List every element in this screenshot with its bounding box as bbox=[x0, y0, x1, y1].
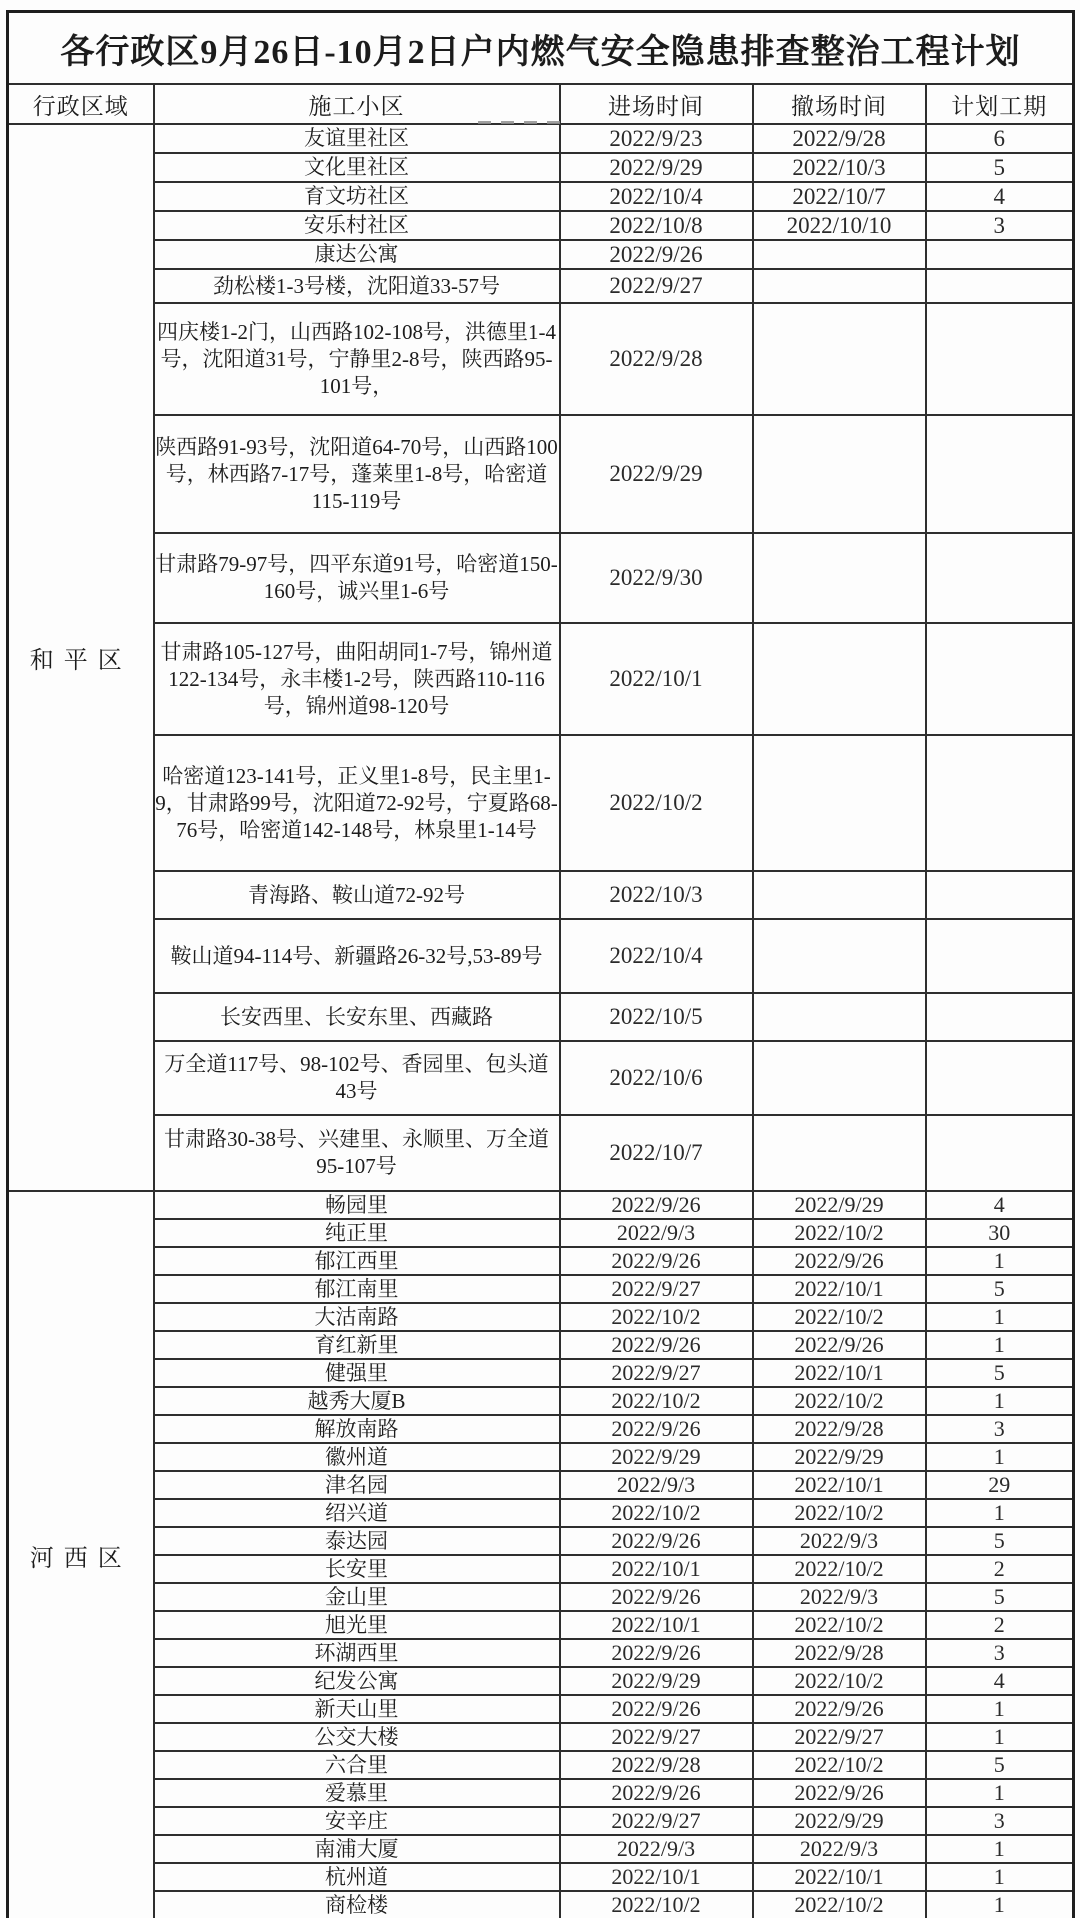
entry-date-cell: 2022/10/8 bbox=[560, 211, 753, 240]
community-cell: 环湖西里 bbox=[154, 1639, 560, 1667]
community-cell: 津名园 bbox=[154, 1471, 560, 1499]
entry-date-cell: 2022/9/29 bbox=[560, 153, 753, 182]
table-row bbox=[8, 1359, 1074, 1387]
community-cell: 公交大楼 bbox=[154, 1723, 560, 1751]
table-row bbox=[8, 1041, 1074, 1115]
table-row bbox=[8, 1779, 1074, 1807]
community-cell: 郁江西里 bbox=[154, 1247, 560, 1275]
community-cell: 鞍山道94-114号、新疆路26-32号,53-89号 bbox=[154, 919, 560, 993]
table-row bbox=[8, 269, 1074, 303]
exit-date-cell: 2022/10/1 bbox=[753, 1863, 926, 1891]
exit-date-cell bbox=[753, 871, 926, 919]
community-cell: 甘肃路105-127号，曲阳胡同1-7号，锦州道122-134号，永丰楼1-2号，陕西路110-116号，锦州道98-120号 bbox=[154, 623, 560, 735]
exit-date-cell bbox=[753, 533, 926, 623]
community-cell: 育红新里 bbox=[154, 1331, 560, 1359]
duration-cell bbox=[926, 993, 1074, 1041]
duration-cell bbox=[926, 919, 1074, 993]
entry-date-cell: 2022/9/27 bbox=[560, 1723, 753, 1751]
exit-date-cell: 2022/9/29 bbox=[753, 1443, 926, 1471]
exit-date-cell: 2022/10/2 bbox=[753, 1499, 926, 1527]
entry-date-cell: 2022/10/7 bbox=[560, 1115, 753, 1191]
entry-date-cell: 2022/9/26 bbox=[560, 1527, 753, 1555]
entry-date-cell: 2022/10/2 bbox=[560, 735, 753, 871]
community-cell: 越秀大厦B bbox=[154, 1387, 560, 1415]
duration-cell: 6 bbox=[926, 124, 1074, 153]
entry-date-cell: 2022/9/26 bbox=[560, 1695, 753, 1723]
community-cell: 安乐村社区 bbox=[154, 211, 560, 240]
duration-cell bbox=[926, 240, 1074, 269]
exit-date-cell: 2022/10/2 bbox=[753, 1387, 926, 1415]
duration-cell: 4 bbox=[926, 1191, 1074, 1219]
exit-date-cell: 2022/10/2 bbox=[753, 1611, 926, 1639]
table-row bbox=[8, 1835, 1074, 1863]
community-cell: 杭州道 bbox=[154, 1863, 560, 1891]
duration-cell: 1 bbox=[926, 1303, 1074, 1331]
entry-date-cell: 2022/9/27 bbox=[560, 1275, 753, 1303]
table-row bbox=[8, 1191, 1074, 1219]
exit-date-cell: 2022/10/1 bbox=[753, 1359, 926, 1387]
entry-date-cell: 2022/10/2 bbox=[560, 1499, 753, 1527]
exit-date-cell bbox=[753, 735, 926, 871]
duration-cell: 3 bbox=[926, 1415, 1074, 1443]
entry-date-cell: 2022/10/2 bbox=[560, 1387, 753, 1415]
community-cell: 郁江南里 bbox=[154, 1275, 560, 1303]
table-row bbox=[8, 1555, 1074, 1583]
duration-cell: 5 bbox=[926, 1359, 1074, 1387]
duration-cell: 5 bbox=[926, 153, 1074, 182]
column-header-community: 施工小区 bbox=[154, 84, 560, 124]
exit-date-cell: 2022/10/1 bbox=[753, 1471, 926, 1499]
table-head bbox=[8, 12, 1074, 125]
community-cell: 畅园里 bbox=[154, 1191, 560, 1219]
community-cell: 甘肃路30-38号、兴建里、永顺里、万全道95-107号 bbox=[154, 1115, 560, 1191]
table-row bbox=[8, 240, 1074, 269]
exit-date-cell: 2022/10/2 bbox=[753, 1303, 926, 1331]
community-cell: 文化里社区 bbox=[154, 153, 560, 182]
duration-cell: 29 bbox=[926, 1471, 1074, 1499]
exit-date-cell bbox=[753, 415, 926, 533]
exit-date-cell bbox=[753, 993, 926, 1041]
duration-cell: 5 bbox=[926, 1583, 1074, 1611]
entry-date-cell: 2022/10/3 bbox=[560, 871, 753, 919]
table-row bbox=[8, 871, 1074, 919]
community-cell: 南浦大厦 bbox=[154, 1835, 560, 1863]
entry-date-cell: 2022/9/29 bbox=[560, 415, 753, 533]
community-cell: 纪发公寓 bbox=[154, 1667, 560, 1695]
exit-date-cell bbox=[753, 623, 926, 735]
duration-cell: 1 bbox=[926, 1247, 1074, 1275]
table-row bbox=[8, 1667, 1074, 1695]
community-cell: 万全道117号、98-102号、香园里、包头道43号 bbox=[154, 1041, 560, 1115]
exit-date-cell: 2022/9/3 bbox=[753, 1527, 926, 1555]
community-cell: 金山里 bbox=[154, 1583, 560, 1611]
exit-date-cell: 2022/9/26 bbox=[753, 1695, 926, 1723]
duration-cell: 1 bbox=[926, 1835, 1074, 1863]
entry-date-cell: 2022/10/1 bbox=[560, 623, 753, 735]
entry-date-cell: 2022/9/27 bbox=[560, 1359, 753, 1387]
duration-cell: 5 bbox=[926, 1275, 1074, 1303]
entry-date-cell: 2022/9/26 bbox=[560, 1583, 753, 1611]
community-cell: 新天山里 bbox=[154, 1695, 560, 1723]
community-cell: 安辛庄 bbox=[154, 1807, 560, 1835]
table-row bbox=[8, 623, 1074, 735]
entry-date-cell: 2022/10/4 bbox=[560, 182, 753, 211]
community-cell: 绍兴道 bbox=[154, 1499, 560, 1527]
header-row bbox=[8, 84, 1074, 124]
exit-date-cell: 2022/10/2 bbox=[753, 1891, 926, 1918]
exit-date-cell bbox=[753, 1041, 926, 1115]
entry-date-cell: 2022/9/26 bbox=[560, 1191, 753, 1219]
table-row bbox=[8, 1639, 1074, 1667]
table-row bbox=[8, 1303, 1074, 1331]
exit-date-cell: 2022/9/29 bbox=[753, 1807, 926, 1835]
duration-cell bbox=[926, 269, 1074, 303]
exit-date-cell: 2022/10/7 bbox=[753, 182, 926, 211]
duration-cell: 4 bbox=[926, 1667, 1074, 1695]
table-row bbox=[8, 1695, 1074, 1723]
entry-date-cell: 2022/9/23 bbox=[560, 124, 753, 153]
entry-date-cell: 2022/9/26 bbox=[560, 1779, 753, 1807]
duration-cell: 1 bbox=[926, 1863, 1074, 1891]
table-row bbox=[8, 1499, 1074, 1527]
entry-date-cell: 2022/9/26 bbox=[560, 240, 753, 269]
exit-date-cell: 2022/9/3 bbox=[753, 1835, 926, 1863]
exit-date-cell: 2022/9/26 bbox=[753, 1779, 926, 1807]
community-cell: 青海路、鞍山道72-92号 bbox=[154, 871, 560, 919]
table-row bbox=[8, 1723, 1074, 1751]
table-row bbox=[8, 1443, 1074, 1471]
community-cell: 旭光里 bbox=[154, 1611, 560, 1639]
entry-date-cell: 2022/9/28 bbox=[560, 1751, 753, 1779]
entry-date-cell: 2022/10/4 bbox=[560, 919, 753, 993]
exit-date-cell: 2022/10/3 bbox=[753, 153, 926, 182]
exit-date-cell bbox=[753, 919, 926, 993]
duration-cell: 3 bbox=[926, 211, 1074, 240]
duration-cell: 1 bbox=[926, 1387, 1074, 1415]
entry-date-cell: 2022/10/1 bbox=[560, 1555, 753, 1583]
duration-cell bbox=[926, 623, 1074, 735]
table-row bbox=[8, 993, 1074, 1041]
exit-date-cell bbox=[753, 303, 926, 415]
community-cell: 健强里 bbox=[154, 1359, 560, 1387]
community-cell: 康达公寓 bbox=[154, 240, 560, 269]
community-cell: 泰达园 bbox=[154, 1527, 560, 1555]
community-cell: 解放南路 bbox=[154, 1415, 560, 1443]
exit-date-cell: 2022/9/29 bbox=[753, 1191, 926, 1219]
exit-date-cell: 2022/9/27 bbox=[753, 1723, 926, 1751]
community-cell: 商检楼 bbox=[154, 1891, 560, 1918]
entry-date-cell: 2022/9/29 bbox=[560, 1443, 753, 1471]
table-row bbox=[8, 124, 1074, 153]
exit-date-cell: 2022/9/28 bbox=[753, 1415, 926, 1443]
community-cell: 甘肃路79-97号，四平东道91号，哈密道150-160号，诚兴里1-6号 bbox=[154, 533, 560, 623]
duration-cell bbox=[926, 871, 1074, 919]
entry-date-cell: 2022/9/29 bbox=[560, 1667, 753, 1695]
table-row bbox=[8, 919, 1074, 993]
entry-date-cell: 2022/9/26 bbox=[560, 1639, 753, 1667]
exit-date-cell: 2022/9/3 bbox=[753, 1583, 926, 1611]
community-cell: 六合里 bbox=[154, 1751, 560, 1779]
exit-date-cell: 2022/9/26 bbox=[753, 1247, 926, 1275]
community-cell: 育文坊社区 bbox=[154, 182, 560, 211]
table-row bbox=[8, 533, 1074, 623]
exit-date-cell bbox=[753, 269, 926, 303]
community-cell: 哈密道123-141号，正义里1-8号，民主里1-9，甘肃路99号，沈阳道72-92号，宁夏路68-76号，哈密道142-148号，林泉里1-14号 bbox=[154, 735, 560, 871]
exit-date-cell: 2022/9/28 bbox=[753, 124, 926, 153]
exit-date-cell: 2022/10/10 bbox=[753, 211, 926, 240]
table-row bbox=[8, 1415, 1074, 1443]
entry-date-cell: 2022/9/30 bbox=[560, 533, 753, 623]
duration-cell: 4 bbox=[926, 182, 1074, 211]
duration-cell: 3 bbox=[926, 1639, 1074, 1667]
entry-date-cell: 2022/9/3 bbox=[560, 1219, 753, 1247]
exit-date-cell: 2022/10/2 bbox=[753, 1219, 926, 1247]
exit-date-cell: 2022/10/2 bbox=[753, 1555, 926, 1583]
table-row bbox=[8, 1471, 1074, 1499]
duration-cell: 5 bbox=[926, 1751, 1074, 1779]
table-row bbox=[8, 1611, 1074, 1639]
community-cell: 纯正里 bbox=[154, 1219, 560, 1247]
exit-date-cell: 2022/10/2 bbox=[753, 1751, 926, 1779]
duration-cell bbox=[926, 415, 1074, 533]
column-header-exit-date: 撤场时间 bbox=[753, 84, 926, 124]
table-row bbox=[8, 1891, 1074, 1918]
entry-date-cell: 2022/9/26 bbox=[560, 1331, 753, 1359]
region-section-hexi bbox=[8, 1191, 1074, 1918]
entry-date-cell: 2022/10/2 bbox=[560, 1303, 753, 1331]
table-row bbox=[8, 1751, 1074, 1779]
exit-date-cell bbox=[753, 1115, 926, 1191]
table-row bbox=[8, 153, 1074, 182]
table-row bbox=[8, 1863, 1074, 1891]
region-label-cell: 和平区 bbox=[8, 124, 154, 1191]
table-row bbox=[8, 1387, 1074, 1415]
column-header-region: 行政区域 bbox=[8, 84, 154, 124]
table-row bbox=[8, 182, 1074, 211]
duration-cell: 5 bbox=[926, 1527, 1074, 1555]
duration-cell: 1 bbox=[926, 1723, 1074, 1751]
entry-date-cell: 2022/10/6 bbox=[560, 1041, 753, 1115]
duration-cell: 1 bbox=[926, 1443, 1074, 1471]
title-row bbox=[8, 12, 1074, 85]
table-row bbox=[8, 1275, 1074, 1303]
exit-date-cell: 2022/9/26 bbox=[753, 1331, 926, 1359]
table-row bbox=[8, 1807, 1074, 1835]
table-row bbox=[8, 303, 1074, 415]
community-cell: 徽州道 bbox=[154, 1443, 560, 1471]
exit-date-cell bbox=[753, 240, 926, 269]
column-header-duration: 计划工期 bbox=[926, 84, 1074, 124]
entry-date-cell: 2022/10/5 bbox=[560, 993, 753, 1041]
community-cell: 友谊里社区 bbox=[154, 124, 560, 153]
duration-cell: 30 bbox=[926, 1219, 1074, 1247]
table-row bbox=[8, 1219, 1074, 1247]
duration-cell bbox=[926, 1041, 1074, 1115]
table-row bbox=[8, 1331, 1074, 1359]
duration-cell: 1 bbox=[926, 1779, 1074, 1807]
duration-cell: 2 bbox=[926, 1555, 1074, 1583]
table-row bbox=[8, 1583, 1074, 1611]
duration-cell bbox=[926, 533, 1074, 623]
entry-date-cell: 2022/9/26 bbox=[560, 1247, 753, 1275]
exit-date-cell: 2022/10/2 bbox=[753, 1667, 926, 1695]
entry-date-cell: 2022/9/27 bbox=[560, 1807, 753, 1835]
column-header-entry-date: 进场时间 bbox=[560, 84, 753, 124]
entry-date-cell: 2022/10/1 bbox=[560, 1611, 753, 1639]
exit-date-cell: 2022/9/28 bbox=[753, 1639, 926, 1667]
community-cell: 劲松楼1-3号楼，沈阳道33-57号 bbox=[154, 269, 560, 303]
exit-date-cell: 2022/10/1 bbox=[753, 1275, 926, 1303]
entry-date-cell: 2022/10/2 bbox=[560, 1891, 753, 1918]
community-cell: 爱慕里 bbox=[154, 1779, 560, 1807]
entry-date-cell: 2022/9/28 bbox=[560, 303, 753, 415]
duration-cell: 1 bbox=[926, 1331, 1074, 1359]
region-section-heping bbox=[8, 124, 1074, 1191]
table-row bbox=[8, 211, 1074, 240]
duration-cell: 3 bbox=[926, 1807, 1074, 1835]
table-row bbox=[8, 1247, 1074, 1275]
duration-cell bbox=[926, 1115, 1074, 1191]
table-row bbox=[8, 1115, 1074, 1191]
duration-cell: 1 bbox=[926, 1499, 1074, 1527]
duration-cell bbox=[926, 303, 1074, 415]
community-cell: 长安里 bbox=[154, 1555, 560, 1583]
entry-date-cell: 2022/9/3 bbox=[560, 1471, 753, 1499]
duration-cell: 2 bbox=[926, 1611, 1074, 1639]
duration-cell: 1 bbox=[926, 1695, 1074, 1723]
table-row bbox=[8, 415, 1074, 533]
entry-date-cell: 2022/9/27 bbox=[560, 269, 753, 303]
schedule-table bbox=[6, 10, 1075, 1918]
community-cell: 陕西路91-93号，沈阳道64-70号，山西路100号，林西路7-17号，蓬莱里1-8号，哈密道115-119号 bbox=[154, 415, 560, 533]
table-row bbox=[8, 1527, 1074, 1555]
scan-artifact-dashes bbox=[478, 121, 564, 124]
region-label-cell: 河西区 bbox=[8, 1191, 154, 1918]
entry-date-cell: 2022/9/3 bbox=[560, 1835, 753, 1863]
entry-date-cell: 2022/9/26 bbox=[560, 1415, 753, 1443]
page-title: 各行政区9月26日-10月2日户内燃气安全隐患排查整治工程计划 bbox=[8, 12, 1074, 85]
duration-cell: 1 bbox=[926, 1891, 1074, 1918]
community-cell: 长安西里、长安东里、西藏路 bbox=[154, 993, 560, 1041]
table-row bbox=[8, 735, 1074, 871]
community-cell: 四庆楼1-2门，山西路102-108号，洪德里1-4号，沈阳道31号，宁静里2-8号，陕西路95-101号， bbox=[154, 303, 560, 415]
entry-date-cell: 2022/10/1 bbox=[560, 1863, 753, 1891]
duration-cell bbox=[926, 735, 1074, 871]
community-cell: 大沽南路 bbox=[154, 1303, 560, 1331]
